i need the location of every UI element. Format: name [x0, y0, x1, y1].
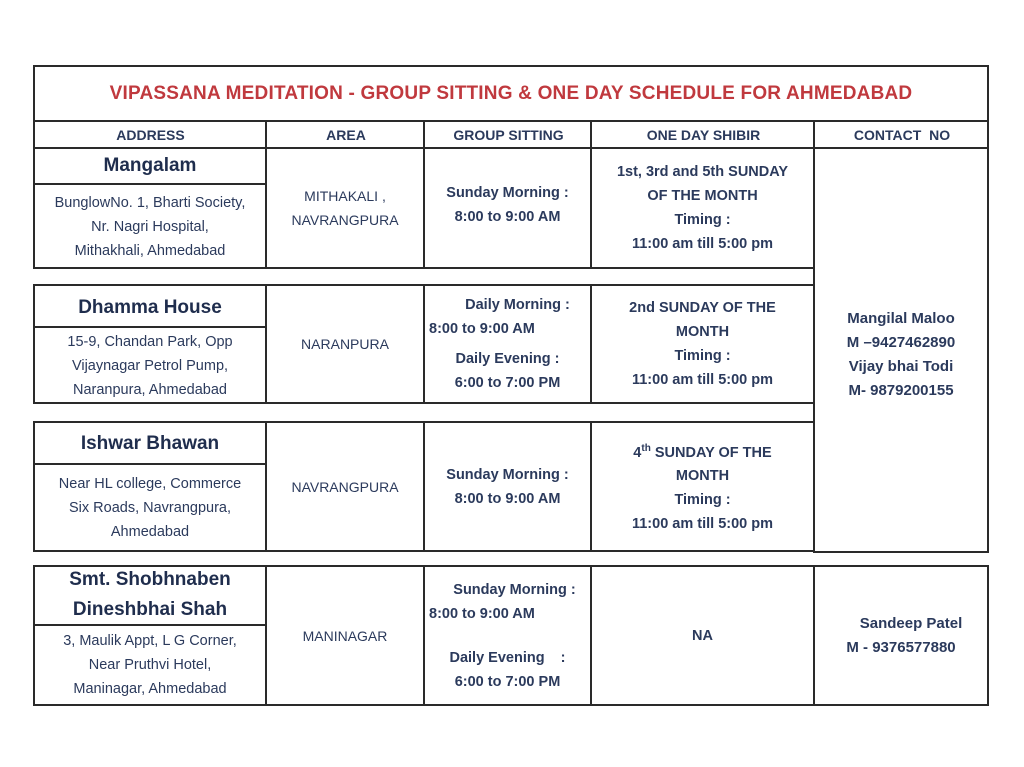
area-line: NAVRANGPURA — [291, 478, 399, 495]
sitting-line: 8:00 to 9:00 AM — [429, 321, 535, 337]
sitting-line: Daily Evening : — [455, 351, 560, 367]
address-line: BunglowNo. 1, Bharti Society, — [54, 195, 246, 211]
group-sitting — [425, 567, 590, 704]
contact-row4 — [815, 567, 987, 704]
venue-area — [267, 286, 423, 402]
sitting-line: Daily Evening : — [449, 649, 566, 666]
shibir-line: 11:00 am till 5:00 pm — [631, 236, 774, 252]
address-line: Near Pruthvi Hotel, — [88, 657, 212, 673]
sitting-line: 8:00 to 9:00 AM — [454, 490, 561, 507]
divider — [265, 120, 267, 149]
address-line: Naranpura, Ahmedabad — [73, 382, 227, 398]
shibir-line: MONTH — [675, 324, 730, 340]
address-line: 3, Maulik Appt, L G Corner, — [63, 633, 237, 649]
group-sitting — [425, 149, 590, 261]
one-day-shibir — [592, 149, 813, 267]
address-line: Maninagar, Ahmedabad — [73, 681, 227, 697]
venue-name: Dhamma House — [78, 297, 222, 318]
venue-area — [267, 567, 423, 704]
sitting-line: Sunday Morning : — [453, 581, 576, 598]
contact-line: Sandeep Patel — [859, 614, 963, 632]
header-group-sitting: GROUP SITTING — [453, 126, 564, 143]
shibir-line: Timing : — [674, 348, 731, 364]
one-day-shibir — [592, 286, 813, 402]
shibir-text: SUNDAY OF THE — [650, 444, 772, 461]
venue-name-line: Smt. Shobhnaben — [69, 569, 231, 590]
shibir-line: OF THE MONTH — [647, 188, 758, 204]
area-line: NAVRANGPURA — [291, 212, 399, 228]
venue-area — [267, 423, 423, 550]
group-sitting — [425, 423, 590, 550]
address-line: Near HL college, Commerce — [58, 476, 242, 492]
header-address: ADDRESS — [116, 126, 185, 143]
ordinal-number: 4 — [633, 444, 642, 461]
area-line: MITHAKALI , — [304, 188, 386, 204]
address-line: Six Roads, Navrangpura, — [69, 500, 231, 516]
sitting-line: Sunday Morning : — [446, 185, 569, 201]
sitting-line: 6:00 to 7:00 PM — [454, 673, 561, 690]
divider — [423, 120, 425, 149]
sitting-line: Daily Morning : — [465, 297, 570, 313]
contact-line: M - 9376577880 — [846, 638, 956, 656]
address-line: Ahmedabad — [110, 524, 190, 540]
contact-line: Mangilal Maloo — [847, 310, 955, 327]
shibir-line: 11:00 am till 5:00 pm — [631, 516, 774, 533]
address-line: Vijaynagar Petrol Pump, — [71, 358, 229, 374]
schedule-title: VIPASSANA MEDITATION - GROUP SITTING & ONE DAY SCHEDULE FOR AHMEDABAD — [33, 65, 989, 122]
header-area: AREA — [326, 126, 366, 143]
shibir-line: Timing : — [674, 212, 731, 228]
one-day-shibir — [592, 423, 813, 550]
venue-area — [267, 149, 423, 267]
header-contact: CONTACT NO — [853, 126, 951, 143]
ordinal-suffix: th — [641, 442, 651, 454]
shibir-line-ordinal — [633, 437, 771, 465]
sitting-line: Sunday Morning : — [446, 466, 569, 483]
shibir-line: Timing : — [674, 492, 731, 509]
venue-address — [35, 626, 265, 704]
group-sitting — [425, 286, 590, 402]
sitting-line: 8:00 to 9:00 AM — [454, 209, 561, 225]
address-line: Mithakhali, Ahmedabad — [74, 243, 226, 259]
shibir-line: 11:00 am till 5:00 pm — [631, 372, 774, 388]
header-one-day-shibir: ONE DAY SHIBIR — [646, 126, 761, 143]
divider — [35, 183, 266, 185]
one-day-shibir — [592, 567, 813, 704]
shibir-line: 1st, 3rd and 5th SUNDAY — [616, 164, 789, 180]
sitting-line: 8:00 to 9:00 AM — [429, 605, 535, 622]
area-line: MANINAGAR — [302, 627, 388, 644]
divider — [590, 120, 592, 149]
sitting-line: 6:00 to 7:00 PM — [454, 375, 561, 391]
contact-line: M- 9879200155 — [848, 382, 954, 399]
venue-address — [35, 186, 265, 268]
venue-address — [35, 328, 265, 404]
contact-line: Vijay bhai Todi — [848, 358, 954, 375]
venue-name-line: Dineshbhai Shah — [72, 599, 228, 620]
shibir-line: MONTH — [675, 468, 730, 485]
area-line: NARANPURA — [301, 336, 389, 352]
address-line: Nr. Nagri Hospital, — [91, 219, 209, 235]
contact-main — [815, 300, 987, 410]
venue-name: Mangalam — [103, 155, 197, 176]
shibir-line: 2nd SUNDAY OF THE — [629, 300, 776, 316]
venue-name — [35, 566, 265, 624]
shibir-line: NA — [692, 627, 713, 644]
address-line: 15-9, Chandan Park, Opp — [67, 334, 233, 350]
divider — [813, 120, 815, 149]
venue-address — [35, 465, 265, 551]
venue-name: Ishwar Bhawan — [80, 433, 220, 454]
contact-line: M –9427462890 — [846, 334, 956, 351]
